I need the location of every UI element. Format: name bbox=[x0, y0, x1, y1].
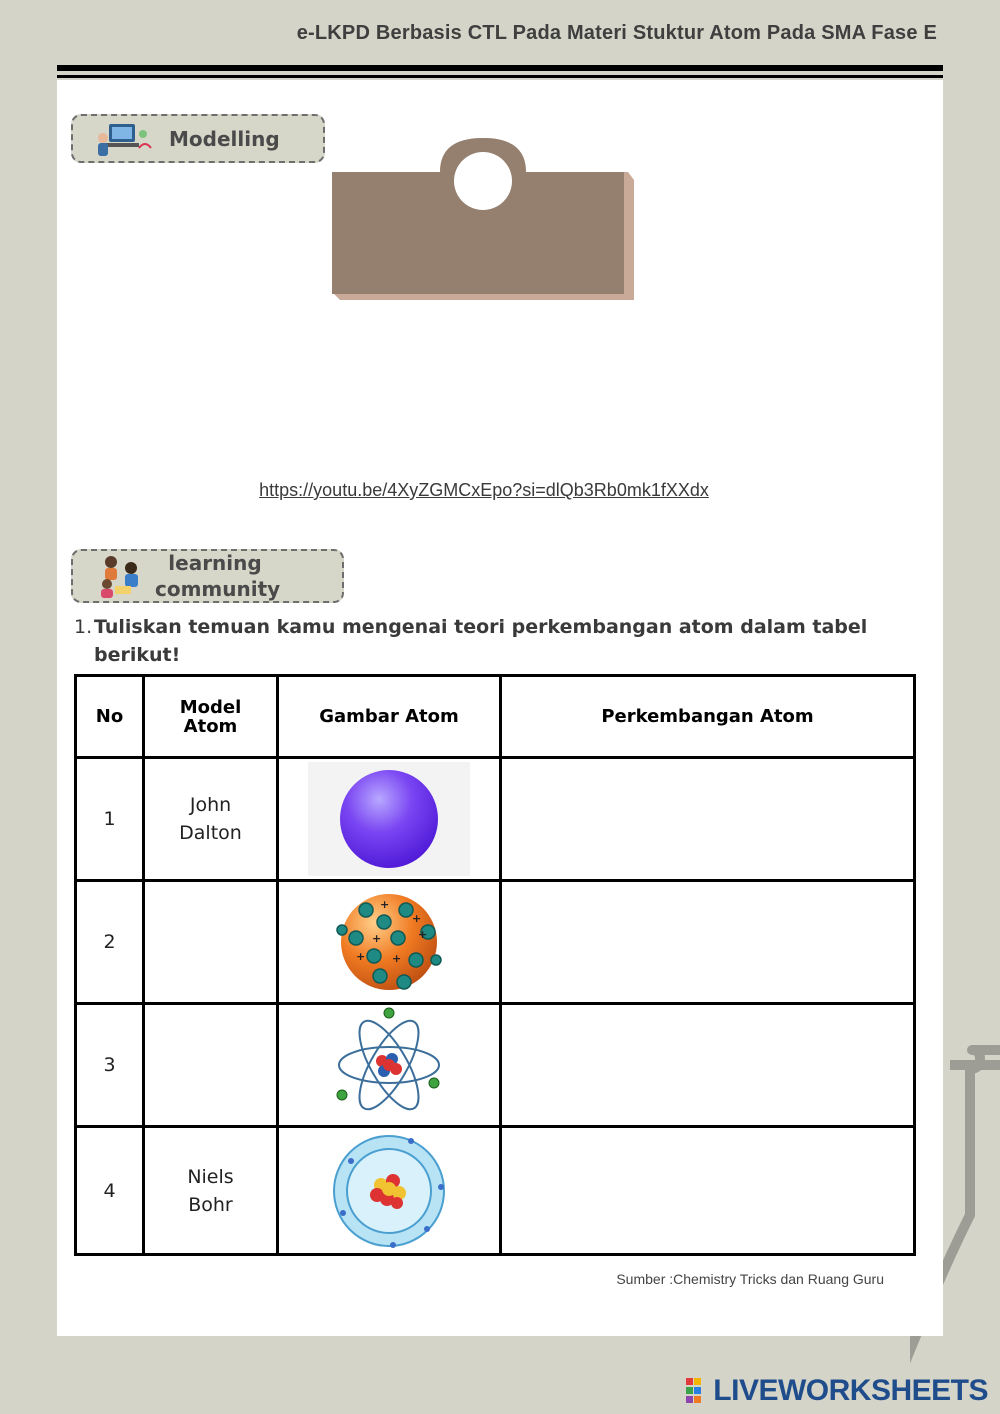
row-development-answer[interactable] bbox=[501, 1127, 915, 1255]
row-model bbox=[144, 758, 278, 881]
modelling-label: Modelling bbox=[169, 126, 280, 151]
row-model-answer[interactable] bbox=[144, 881, 278, 1004]
row-development-answer[interactable] bbox=[501, 758, 915, 881]
community-label-line2: community bbox=[155, 577, 281, 601]
row-image bbox=[278, 881, 501, 1004]
row-model bbox=[144, 1127, 278, 1255]
question-1 bbox=[74, 613, 874, 669]
header-model-atom-text: Model Atom bbox=[179, 696, 242, 737]
video-embed-placeholder[interactable] bbox=[332, 138, 634, 300]
question-text: Tuliskan temuan kamu mengenai teori perkembangan atom dalam tabel berikut! bbox=[94, 616, 868, 666]
table-header-row bbox=[76, 676, 915, 758]
table-row bbox=[76, 758, 915, 881]
row-image bbox=[278, 1004, 501, 1127]
row-no: 4 bbox=[76, 1127, 144, 1255]
computer-learning-icon bbox=[95, 118, 153, 160]
row-development-answer[interactable] bbox=[501, 881, 915, 1004]
row-model-answer[interactable] bbox=[144, 1004, 278, 1127]
table-row bbox=[76, 1127, 915, 1255]
header-no: No bbox=[76, 676, 144, 758]
header-rule-thin bbox=[57, 75, 943, 78]
source-credit: Sumber :Chemistry Tricks dan Ruang Guru bbox=[616, 1271, 884, 1287]
header-gambar-atom: Gambar Atom bbox=[278, 676, 501, 758]
table-row bbox=[76, 1004, 915, 1127]
svg-text:+: + bbox=[372, 932, 382, 945]
row-development-answer[interactable] bbox=[501, 1004, 915, 1127]
bohr-atom-icon bbox=[331, 1133, 447, 1249]
learning-community-badge bbox=[71, 549, 344, 603]
liveworksheets-logo[interactable] bbox=[686, 1374, 988, 1408]
youtube-link[interactable]: https://youtu.be/4XyZGMCxEpo?si=dlQb3Rb0mk1fXXdx bbox=[259, 480, 709, 500]
row-image bbox=[278, 1127, 501, 1255]
svg-text:+: + bbox=[392, 952, 402, 965]
table-row bbox=[76, 881, 915, 1004]
svg-text:+: + bbox=[356, 950, 366, 963]
row-no: 1 bbox=[76, 758, 144, 881]
dalton-sphere-icon bbox=[308, 762, 470, 876]
community-label-line1: learning bbox=[168, 551, 262, 575]
liveworksheets-text: LIVEWORKSHEETS bbox=[713, 1374, 988, 1407]
row-model-text: Niels Bohr bbox=[187, 1165, 234, 1216]
header-perkembangan-atom: Perkembangan Atom bbox=[501, 676, 915, 758]
svg-text:+: + bbox=[412, 912, 422, 925]
liveworksheets-mark-icon bbox=[686, 1378, 710, 1404]
question-number: 1. bbox=[74, 616, 93, 638]
svg-text:+: + bbox=[380, 898, 390, 911]
svg-text:+: + bbox=[418, 928, 428, 941]
page-header-title: e-LKPD Berbasis CTL Pada Materi Stuktur Atom Pada SMA Fase E bbox=[296, 22, 937, 44]
group-study-icon bbox=[97, 554, 145, 598]
row-model-text: John Dalton bbox=[179, 794, 242, 844]
header-rule bbox=[57, 65, 943, 71]
header-model-atom bbox=[144, 676, 278, 758]
thomson-plum-pudding-icon bbox=[334, 890, 444, 994]
row-image bbox=[278, 758, 501, 881]
modelling-badge bbox=[71, 114, 325, 163]
atom-development-table bbox=[74, 674, 916, 1256]
row-no: 3 bbox=[76, 1004, 144, 1127]
row-no: 2 bbox=[76, 881, 144, 1004]
rutherford-atom-icon bbox=[334, 1007, 444, 1123]
